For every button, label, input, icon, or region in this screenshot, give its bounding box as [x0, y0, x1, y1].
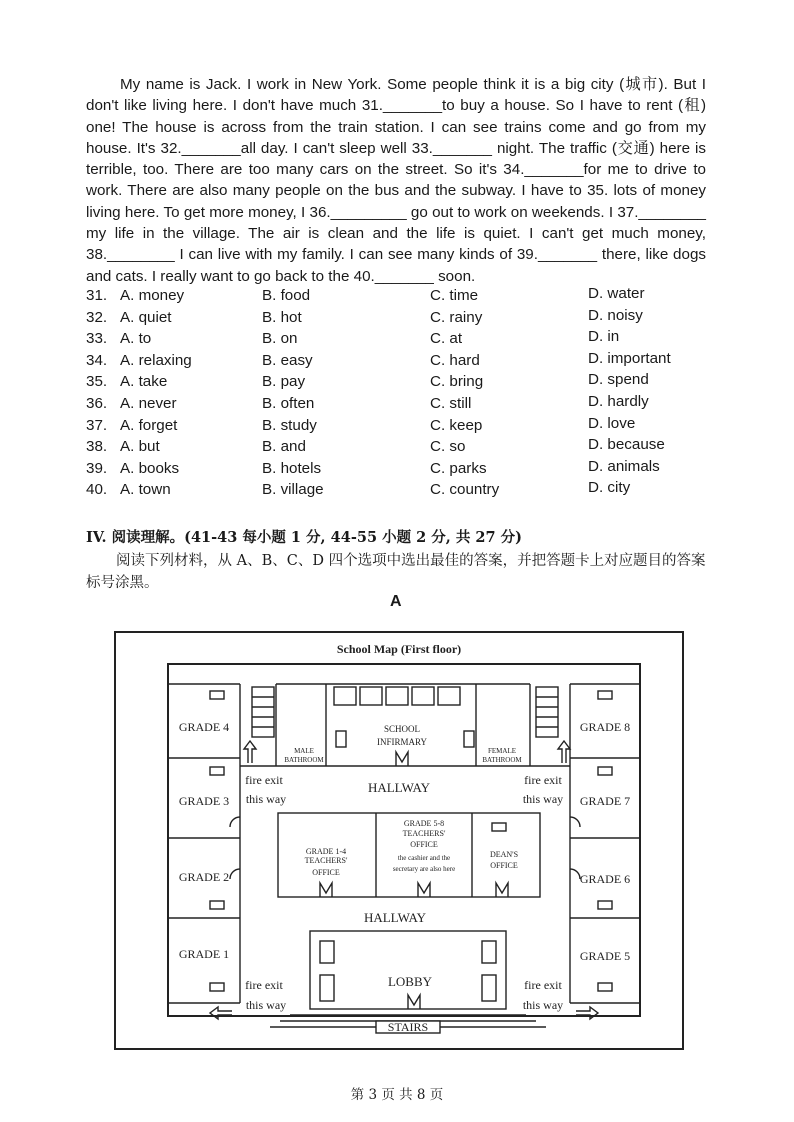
option-d: D. water — [588, 285, 645, 302]
fire-exit-bottom-left-2: this way — [245, 998, 287, 1012]
stairs-label: STAIRS — [387, 1020, 429, 1034]
room-grade-8: GRADE 8 — [579, 720, 631, 734]
option-b: B. and — [262, 438, 306, 456]
option-c: C. country — [430, 481, 500, 499]
option-c: C. still — [430, 394, 472, 412]
office-5-8-label: GRADE 5-8 — [403, 819, 445, 828]
room-grade-1: GRADE 1 — [178, 947, 230, 961]
option-d: D. love — [588, 414, 636, 432]
male-bathroom-label: MALE — [294, 747, 314, 755]
page-footer: 第 3 页 共 8 页 — [350, 1087, 444, 1103]
option-b: B. on — [262, 330, 298, 348]
office-5-8-note-2: secretary are also here — [392, 865, 456, 873]
question-row — [86, 306, 726, 331]
option-b: B. village — [262, 481, 324, 499]
question-row — [86, 373, 726, 395]
passage-label: A — [390, 593, 402, 610]
office-5-8-label-2: TEACHERS' — [402, 829, 446, 838]
option-b: B. often — [262, 394, 315, 412]
option-b: B. easy — [262, 351, 313, 369]
map-title: School Map (First floor) — [336, 642, 462, 656]
option-a: A. relaxing — [120, 351, 192, 369]
option-a: A. but — [120, 438, 160, 456]
option-d: D. noisy — [588, 306, 643, 324]
answer-options — [86, 287, 726, 503]
section-instruction: 阅读下列材料，从 A、B、C、D 四个选项中选出最佳的答案，并把答题卡上对应题目的答案标号涂黑。 — [86, 553, 706, 591]
room-grade-7: GRADE 7 — [579, 794, 631, 808]
question-number: 34. — [86, 351, 108, 369]
question-number: 39. — [86, 459, 108, 477]
office-1-4-label-2: TEACHERS' — [304, 856, 348, 865]
option-c: C. time — [430, 287, 479, 304]
passage-text: My name is Jack. I work in New York. Some people think it is a big city (城市). But I don't like living here. I don't have much 31._______to buy a house. So I have to rent (租) one! The house is across from the train station. I can see trains come and go from my house. It's 32._______all day. I can't sleep well 33._______ night. The traffic (交通) here is terrible, too. There are too many cars on the street. So it's 34._______for me to drive to work. There are also many people on the bus and the subway. I have to 35. lots of money living here. To get more money, I 36._________ go out to work on weekends. I 37.________ my life in the village. The air is clean and the life is quiet. I can't get much money, 38.________ I can live with my family. I can see many kinds of 39._______ there, like dogs and cats. I really want to go back to the 40._______ soon. — [86, 76, 706, 285]
question-number: 37. — [86, 416, 108, 434]
question-row — [86, 287, 726, 309]
school-map-drawing — [114, 631, 684, 1050]
fire-exit-bottom-right: fire exit — [524, 978, 562, 992]
option-b: B. food — [262, 287, 311, 304]
office-1-4-label: GRADE 1-4 — [305, 847, 347, 856]
question-number: 32. — [86, 308, 108, 326]
room-grade-2: GRADE 2 — [178, 870, 230, 884]
option-a: A. never — [120, 394, 177, 412]
dean-office-label-2: OFFICE — [490, 861, 518, 870]
room-grade-5: GRADE 5 — [579, 949, 631, 963]
question-row — [86, 349, 726, 374]
female-bathroom-label-2: BATHROOM — [482, 756, 522, 764]
option-c: C. rainy — [430, 308, 483, 326]
option-c: C. keep — [430, 416, 483, 434]
infirmary-label: SCHOOL — [383, 724, 421, 734]
room-grade-3: GRADE 3 — [178, 794, 230, 808]
option-a: A. forget — [120, 416, 178, 434]
school-map — [114, 631, 684, 1050]
dean-office-label: DEAN'S — [489, 850, 519, 859]
question-number: 40. — [86, 481, 108, 499]
office-1-4-label-3: OFFICE — [312, 868, 340, 877]
infirmary-label-2: INFIRMARY — [376, 737, 428, 747]
option-a: A. town — [120, 481, 171, 499]
option-c: C. so — [430, 438, 466, 456]
option-a: A. quiet — [120, 308, 172, 326]
question-number: 38. — [86, 438, 108, 456]
question-number: 31. — [86, 287, 108, 304]
room-grade-6: GRADE 6 — [579, 872, 631, 886]
option-d: D. because — [588, 436, 665, 454]
cloze-passage — [86, 74, 706, 287]
question-number: 33. — [86, 330, 108, 348]
option-a: A. books — [120, 459, 180, 477]
option-b: B. study — [262, 416, 317, 434]
room-grade-4: GRADE 4 — [178, 720, 230, 734]
office-5-8-note: the cashier and the — [397, 854, 451, 862]
option-c: C. at — [430, 330, 463, 348]
fire-exit-top-right-2: this way — [522, 792, 564, 806]
male-bathroom-label-2: BATHROOM — [284, 756, 324, 764]
question-number: 35. — [86, 373, 108, 391]
hallway-top: HALLWAY — [367, 780, 431, 795]
option-b: B. hot — [262, 308, 302, 326]
fire-exit-bottom-left: fire exit — [245, 978, 283, 992]
question-number: 36. — [86, 394, 108, 412]
option-c: C. bring — [430, 373, 484, 391]
section-heading: IV. 阅读理解。(41-43 每小题 1 分, 44-55 小题 2 分, 共 27 分) — [86, 529, 522, 546]
option-d: D. city — [588, 479, 631, 497]
option-d: D. important — [588, 349, 671, 367]
option-a: A. take — [120, 373, 168, 391]
female-bathroom-label: FEMALE — [488, 747, 516, 755]
option-b: B. pay — [262, 373, 306, 391]
question-row — [86, 392, 726, 417]
lobby-label: LOBBY — [387, 974, 433, 989]
option-d: D. hardly — [588, 392, 649, 410]
fire-exit-top-left-2: this way — [245, 792, 287, 806]
hallway-middle: HALLWAY — [363, 910, 427, 925]
question-row — [86, 457, 726, 482]
option-d: D. in — [588, 328, 620, 346]
question-row — [86, 414, 726, 439]
fire-exit-top-right: fire exit — [524, 773, 562, 787]
option-d: D. animals — [588, 457, 660, 475]
option-a: A. money — [120, 287, 185, 304]
option-c: C. hard — [430, 351, 480, 369]
question-row — [86, 481, 726, 503]
question-row — [86, 330, 726, 352]
question-row — [86, 438, 726, 460]
option-c: C. parks — [430, 459, 487, 477]
fire-exit-top-left: fire exit — [245, 773, 283, 787]
option-a: A. to — [120, 330, 152, 348]
office-5-8-label-3: OFFICE — [410, 840, 438, 849]
fire-exit-bottom-right-2: this way — [522, 998, 564, 1012]
option-d: D. spend — [588, 371, 649, 389]
option-b: B. hotels — [262, 459, 322, 477]
